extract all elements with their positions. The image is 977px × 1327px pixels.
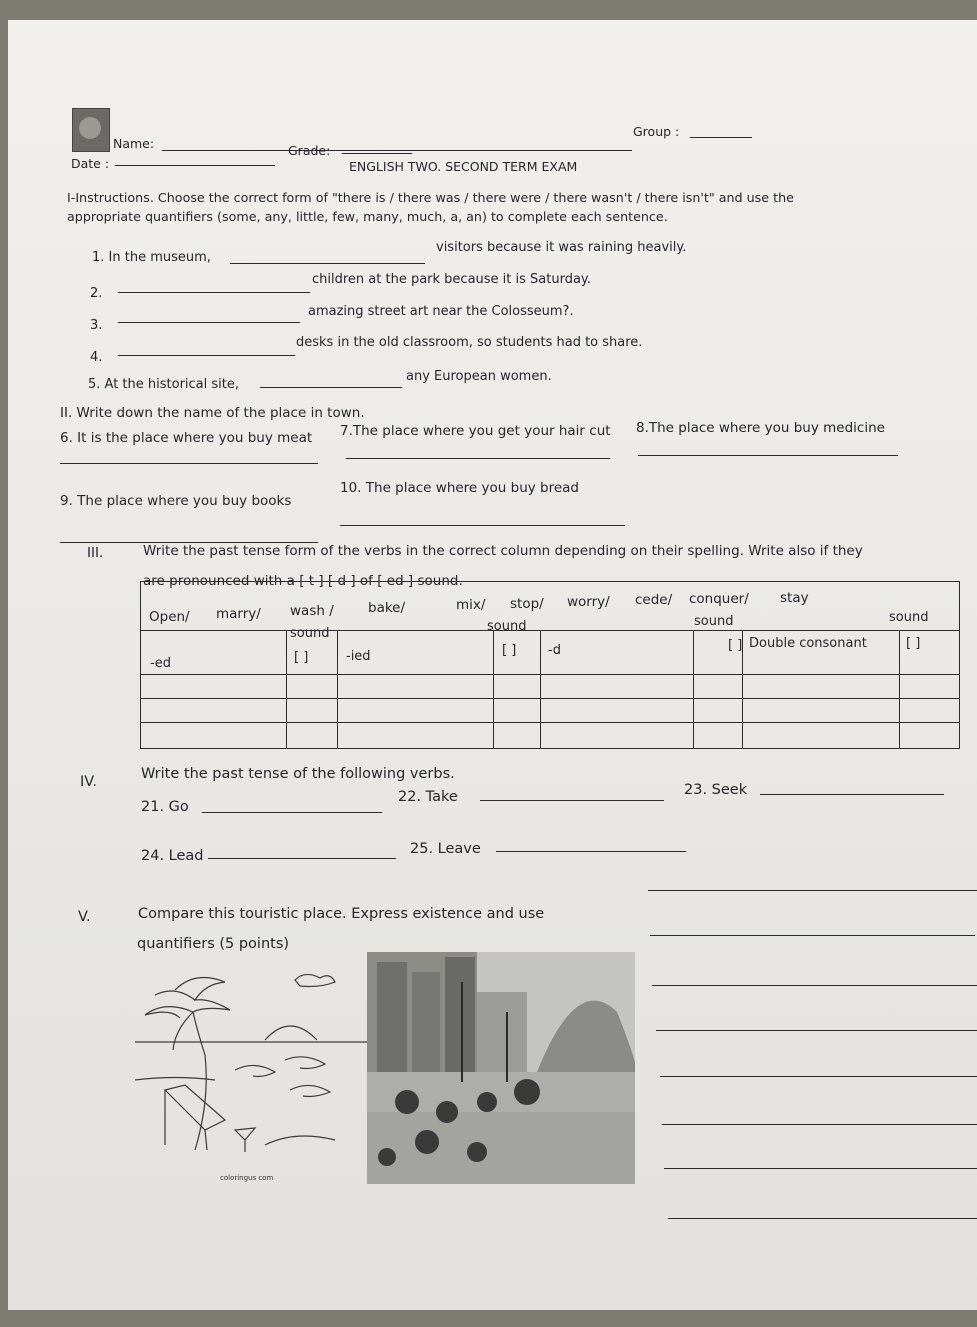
section5-number: V. bbox=[78, 909, 91, 925]
item3-number: 3. bbox=[90, 318, 103, 333]
answer-line-2[interactable] bbox=[652, 985, 977, 986]
q10-blank[interactable] bbox=[340, 525, 625, 526]
table-col-divider bbox=[899, 630, 900, 748]
group-blank[interactable] bbox=[690, 137, 752, 138]
sound-label-double: sound bbox=[889, 610, 929, 625]
bracket-ied[interactable]: [ ] bbox=[502, 643, 517, 658]
grade-label: Grade: bbox=[288, 143, 331, 158]
v21-blank[interactable] bbox=[202, 812, 382, 813]
col-ed: -ed bbox=[150, 656, 171, 671]
date-label: Date : bbox=[71, 156, 110, 171]
item3-text: amazing street art near the Colosseum?. bbox=[308, 304, 574, 319]
table-col-divider bbox=[493, 630, 494, 748]
section4-number: IV. bbox=[80, 774, 97, 790]
answer-line-1[interactable] bbox=[650, 935, 975, 936]
table-col-divider bbox=[693, 630, 694, 748]
table-row-divider bbox=[141, 722, 959, 723]
item4-number: 4. bbox=[90, 350, 103, 365]
table-col-divider bbox=[540, 630, 541, 748]
answer-line-6[interactable] bbox=[664, 1168, 977, 1169]
item2-text: children at the park because it is Saturday. bbox=[312, 272, 591, 287]
item5-text: any European women. bbox=[406, 369, 552, 384]
answer-line-top[interactable] bbox=[648, 890, 977, 891]
exam-title: ENGLISH TWO. SECOND TERM EXAM bbox=[349, 159, 578, 174]
section3-line2: are pronounced with a [ t ] [ d ] of [ ed ] sound. bbox=[143, 573, 463, 589]
q9-label: 9. The place where you buy books bbox=[60, 493, 292, 509]
section4-title: Write the past tense of the following verbs. bbox=[141, 766, 455, 782]
verb-wash: wash / bbox=[290, 603, 334, 619]
date-blank[interactable] bbox=[115, 165, 275, 166]
table-row-divider bbox=[141, 630, 959, 631]
table-row-divider bbox=[141, 674, 959, 675]
v22-label: 22. Take bbox=[398, 789, 458, 805]
table-col-divider bbox=[286, 630, 287, 748]
v21-label: 21. Go bbox=[141, 799, 189, 815]
q8-label: 8.The place where you buy medicine bbox=[636, 420, 885, 436]
section5-line2: quantifiers (5 points) bbox=[137, 936, 290, 952]
v23-blank[interactable] bbox=[760, 794, 944, 795]
sound-label-ed: sound bbox=[290, 626, 330, 641]
answer-line-7[interactable] bbox=[668, 1218, 977, 1219]
q6-blank[interactable] bbox=[60, 463, 318, 464]
q6-label: 6. It is the place where you buy meat bbox=[60, 430, 313, 446]
name-label: Name: bbox=[113, 136, 155, 151]
beach-photo bbox=[367, 952, 635, 1184]
v25-label: 25. Leave bbox=[410, 841, 481, 857]
verb-bake: bake/ bbox=[368, 600, 406, 616]
v24-label: 24. Lead bbox=[141, 848, 204, 864]
answer-line-4[interactable] bbox=[660, 1076, 977, 1077]
verb-conquer: conquer/ bbox=[689, 591, 749, 607]
table-col-divider bbox=[337, 630, 338, 748]
q10-label: 10. The place where you buy bread bbox=[340, 480, 579, 496]
v25-blank[interactable] bbox=[496, 851, 686, 852]
verbs-table bbox=[140, 581, 960, 749]
section1-instructions-line2: appropriate quantifiers (some, any, little, few, many, much, a, an) to complete each sentence. bbox=[67, 209, 668, 224]
bracket-double[interactable]: [ ] bbox=[906, 636, 921, 651]
grade-blank[interactable] bbox=[342, 153, 412, 154]
q7-label: 7.The place where you get your hair cut bbox=[340, 423, 611, 439]
item2-number: 2. bbox=[90, 286, 103, 301]
section5-line1: Compare this touristic place. Express existence and use bbox=[138, 906, 545, 922]
item1-blank[interactable] bbox=[230, 263, 425, 264]
verb-stay: stay bbox=[780, 590, 809, 606]
item4-text: desks in the old classroom, so students had to share. bbox=[296, 335, 643, 350]
verb-worry: worry/ bbox=[567, 594, 610, 610]
v23-label: 23. Seek bbox=[684, 782, 748, 798]
verb-open: Open/ bbox=[149, 609, 190, 625]
answer-line-5[interactable] bbox=[662, 1124, 977, 1125]
drawing-credit: coloringus com bbox=[220, 1174, 274, 1182]
section3-line1: Write the past tense form of the verbs in the correct column depending on their spelling. Write also if they bbox=[143, 543, 863, 559]
item5-blank[interactable] bbox=[260, 387, 402, 388]
table-row-divider bbox=[141, 698, 959, 699]
verb-stop: stop/ bbox=[510, 596, 544, 612]
q8-blank[interactable] bbox=[638, 455, 898, 456]
section1-instructions-line1: I-Instructions. Choose the correct form of "there is / there was / there were / there wasn't / there isn't" and use the bbox=[67, 190, 794, 205]
name-blank[interactable] bbox=[162, 150, 632, 151]
verb-marry: marry/ bbox=[216, 606, 261, 622]
section2-title: II. Write down the name of the place in town. bbox=[60, 405, 365, 421]
q7-blank[interactable] bbox=[346, 458, 610, 459]
verb-cede: cede/ bbox=[635, 592, 673, 608]
item4-blank[interactable] bbox=[118, 355, 295, 356]
sound-label-d: sound bbox=[487, 619, 527, 634]
answer-line-3[interactable] bbox=[656, 1030, 977, 1031]
school-logo-icon bbox=[72, 108, 110, 152]
v22-blank[interactable] bbox=[480, 800, 664, 801]
bracket-d[interactable]: [ ] bbox=[728, 638, 743, 653]
item1-text: visitors because it was raining heavily. bbox=[436, 240, 687, 255]
bracket-ed[interactable]: [ ] bbox=[294, 650, 309, 665]
sound-label-ied: sound bbox=[694, 614, 734, 629]
col-ied: -ied bbox=[346, 649, 371, 664]
item3-blank[interactable] bbox=[118, 322, 300, 323]
item1-number: 1. In the museum, bbox=[92, 250, 211, 265]
beach-drawing bbox=[135, 960, 367, 1190]
verb-mix: mix/ bbox=[456, 597, 486, 613]
group-label: Group : bbox=[633, 124, 680, 139]
col-double-consonant: Double consonant bbox=[749, 636, 867, 651]
col-d: -d bbox=[548, 643, 561, 658]
v24-blank[interactable] bbox=[208, 858, 396, 859]
section3-number: III. bbox=[87, 545, 104, 561]
item5-number: 5. At the historical site, bbox=[88, 377, 239, 392]
item2-blank[interactable] bbox=[118, 292, 310, 293]
